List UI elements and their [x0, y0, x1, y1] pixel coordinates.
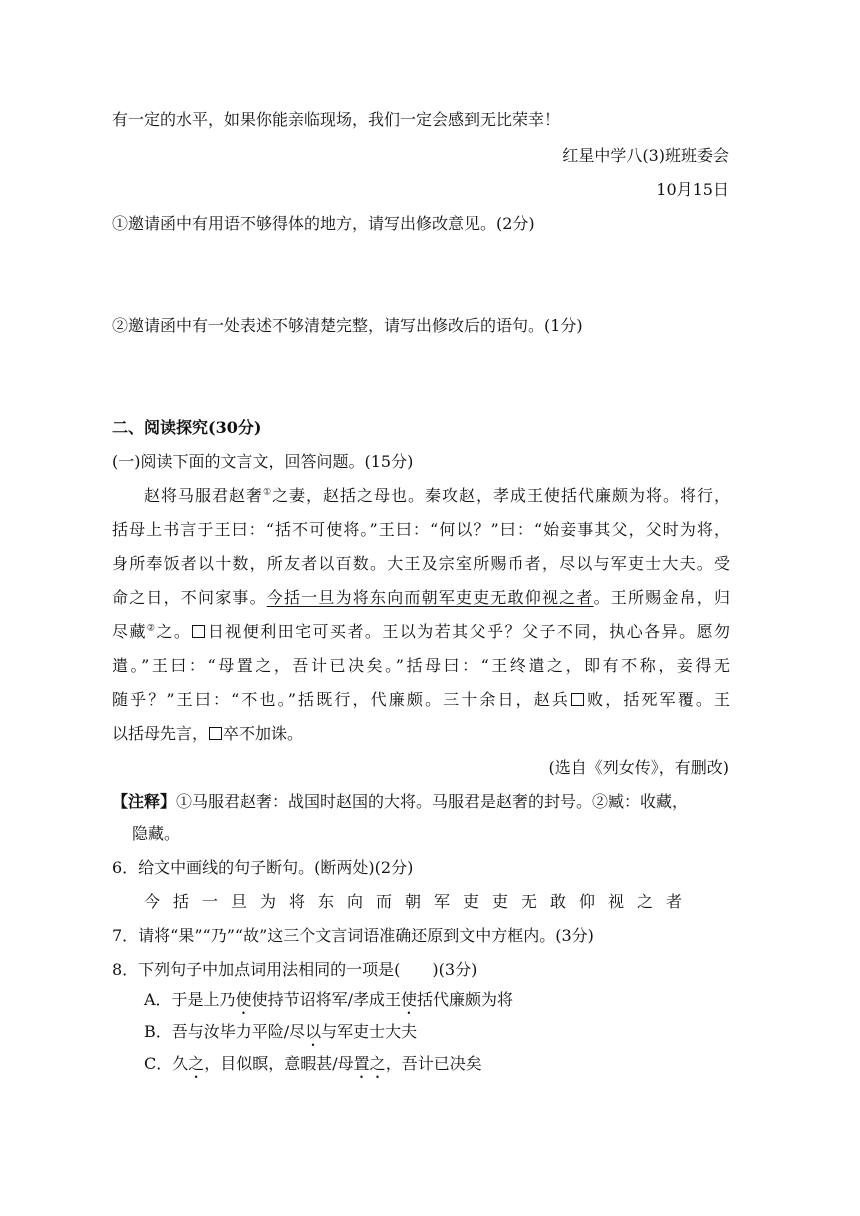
option-text: A．于是上乃: [144, 990, 236, 1009]
passage-text: 。王所赐金帛，归: [593, 588, 730, 607]
passage-line-2: 括母上书言于王曰：“括不可使将。”王曰：“何以？”曰：“始妾事其父，父时为将，: [112, 520, 730, 539]
passage-text: 以括母先言，: [112, 724, 209, 743]
passage-line-1: [112, 486, 730, 506]
passage-text: 日视便利田宅可买者。王以为若其父乎？父子不同，执心各异。愿勿: [206, 622, 730, 641]
question-8-prompt: 8．下列句子中加点词用法相同的一项是( )(3分): [112, 960, 478, 979]
passage-source: (选自《列女传》，有删改): [548, 758, 729, 777]
passage-line-5: [112, 622, 730, 642]
passage-text: 命之日，不问家事。: [112, 588, 267, 607]
passage-text: 之。: [156, 622, 192, 641]
notes: [112, 792, 688, 812]
notes-label: 【注释】: [112, 792, 177, 811]
section-heading: 二、阅读探究(30分): [112, 418, 262, 437]
option-text: 括代廉颇为将: [417, 990, 514, 1009]
footnote-marker-1: ①: [262, 487, 273, 498]
option-text: 使持节诏将军/孝成王: [251, 990, 401, 1009]
question-6-sentence: 今括一旦为将东向而朝军吏吏无敢仰视之者: [144, 892, 696, 911]
passage-line-3: 身所奉饭者以十数，所友者以百数。大王及宗室所赐币者，尽以与军吏士大夫。受: [112, 554, 730, 573]
question-1-prompt: ①邀请函中有用语不够得体的地方，请写出修改意见。(2分): [112, 214, 535, 233]
letter-date: 10月15日: [656, 180, 729, 199]
passage-line-7: [112, 690, 730, 710]
passage-text: 败，括死军覆。王: [584, 690, 730, 709]
letter-closing-line: 有一定的水平，如果你能亲临现场，我们一定会感到无比荣幸！: [112, 110, 561, 129]
passage-text: 随乎？”王曰：“不也。”括既行，代廉颇。三十余日，赵兵: [112, 690, 570, 709]
passage-text: 之妻，赵括之母也。秦攻赵，孝成王使括代廉颇为将。将行，: [272, 486, 730, 505]
passage-line-6: 遣。”王曰：“母置之，吾计已决矣。”括母曰：“王终遣之，即有不称，妾得无: [112, 656, 730, 675]
answer-box-2[interactable]: [571, 693, 584, 706]
section-subheading: (一)阅读下面的文言文，回答问题。(15分): [112, 452, 414, 471]
option-a[interactable]: [144, 990, 513, 1018]
answer-box-3[interactable]: [209, 727, 222, 740]
question-6-prompt: 6．给文中画线的句子断句。(断两处)(2分): [112, 858, 414, 877]
passage-text: 赵将马服君赵奢: [144, 486, 263, 505]
passage-text: 尽藏: [112, 622, 147, 641]
passage-line-8: [112, 724, 303, 744]
question-7-prompt: 7．请将“果”“乃”“故”这三个文言词语准确还原到文中方框内。(3分): [112, 926, 594, 945]
letter-signature: 红星中学八(3)班班委会: [562, 146, 729, 165]
dotted-word: 使: [235, 990, 252, 1009]
option-text: ，目似瞑，意暇甚/母: [204, 1054, 354, 1073]
option-b[interactable]: [144, 1022, 417, 1050]
dotted-word: 使: [400, 990, 417, 1009]
passage-text: 卒不加诛。: [223, 724, 304, 743]
question-2-prompt: ②邀请函中有一处表述不够清楚完整，请写出修改后的语句。(1分): [112, 316, 583, 335]
notes-text: ①马服君赵奢：战国时赵国的大将。马服君是赵奢的封号。②臧：收藏，: [176, 792, 689, 811]
option-c[interactable]: [144, 1054, 482, 1082]
dotted-word: 置之: [353, 1054, 386, 1073]
option-text: ，吾计已决矣: [385, 1054, 482, 1073]
footnote-marker-2: ②: [146, 623, 157, 634]
dotted-word: 以: [305, 1022, 322, 1041]
notes-continuation: 隐藏。: [132, 824, 181, 843]
passage-line-4: [112, 588, 730, 608]
underlined-sentence: 今括一旦为将东向而朝军吏吏无敢仰视之者: [266, 588, 594, 607]
answer-box-1[interactable]: [192, 625, 205, 638]
option-text: C．久: [144, 1054, 189, 1073]
option-text: B．吾与汝毕力平险/尽: [144, 1022, 306, 1041]
dotted-word: 之: [188, 1054, 205, 1073]
option-text: 与军吏士大夫: [321, 1022, 418, 1041]
